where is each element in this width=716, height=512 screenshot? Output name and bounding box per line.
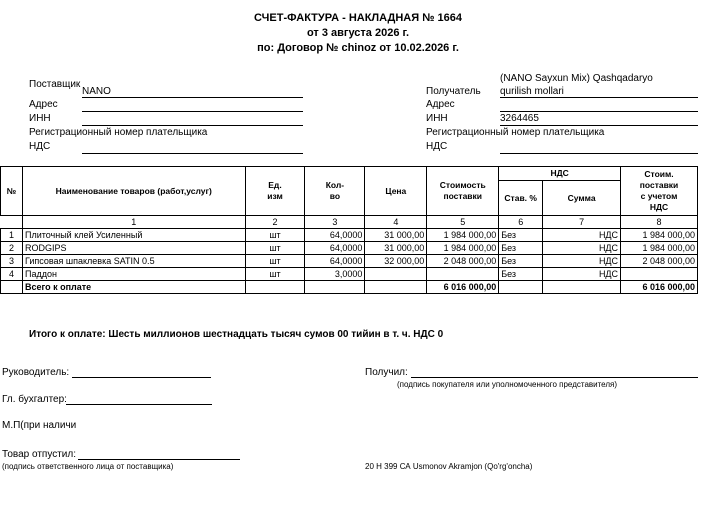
col-number: 2 xyxy=(245,216,305,229)
cell-qty: 64,0000 xyxy=(305,229,365,242)
total-label: Всего к оплате xyxy=(22,281,245,294)
cell-qty: 64,0000 xyxy=(305,255,365,268)
col-header-no: № xyxy=(1,167,23,216)
director-signature-line xyxy=(72,377,211,378)
table-row xyxy=(1,268,698,281)
cell-price: 31 000,00 xyxy=(365,242,427,255)
supplier-address-line xyxy=(82,111,303,112)
total-with-vat: 6 016 000,00 xyxy=(621,281,698,294)
supplier-vat-line xyxy=(82,153,303,154)
recipient-label: Получатель xyxy=(426,86,481,97)
cell-qty: 64,0000 xyxy=(305,242,365,255)
cell-total: 1 984 000,00 xyxy=(621,242,698,255)
table-row xyxy=(1,229,698,242)
col-number: 4 xyxy=(365,216,427,229)
cell-cost: 2 048 000,00 xyxy=(427,255,499,268)
cell-no: 1 xyxy=(1,229,23,242)
col-header-price: Цена xyxy=(365,167,427,216)
col-number: 1 xyxy=(22,216,245,229)
document-reference: 20 H 399 СА Usmonov Akramjon (Qo'rg'oncha) xyxy=(365,462,533,471)
cell-cost: 1 984 000,00 xyxy=(427,242,499,255)
recipient-vat-line xyxy=(500,153,698,154)
recipient-value-line2: qurilish mollari xyxy=(500,86,564,97)
total-no-cell xyxy=(1,281,23,294)
col-number: 8 xyxy=(621,216,698,229)
cell-name: Гипсовая шпаклевка SATIN 0.5 xyxy=(22,255,245,268)
col-header-vat-rate: Став. % xyxy=(499,181,543,216)
table-row xyxy=(1,255,698,268)
stamp-label: М.П(при наличи xyxy=(2,420,77,431)
recipient-inn-line xyxy=(500,125,698,126)
received-note: (подпись покупателя или уполномоченного представителя) xyxy=(397,380,618,389)
cell-no: 3 xyxy=(1,255,23,268)
cell-vat-sum: НДС xyxy=(543,242,621,255)
supplier-inn-label: ИНН xyxy=(29,113,51,124)
cell-vat-rate: Без xyxy=(499,229,543,242)
total-empty-cell xyxy=(543,281,621,294)
col-number: 3 xyxy=(305,216,365,229)
cell-vat-rate: Без xyxy=(499,255,543,268)
cell-no: 4 xyxy=(1,268,23,281)
invoice-table xyxy=(0,166,698,294)
recipient-value-line1: (NANO Sayxun Mix) Qashqadaryo xyxy=(500,73,653,84)
released-label: Товар отпустил: xyxy=(2,449,76,460)
released-signature-line xyxy=(78,459,240,460)
total-empty-cell xyxy=(499,281,543,294)
col-header-total: Стоим. поставки с учетом НДС xyxy=(621,167,698,216)
table-row xyxy=(1,242,698,255)
cell-vat-rate: Без xyxy=(499,268,543,281)
invoice-date: от 3 августа 2026 г. xyxy=(306,27,410,39)
cell-vat-sum: НДС xyxy=(543,268,621,281)
col-header-cost: Стоимость поставки xyxy=(427,167,499,216)
col-header-vat: НДС xyxy=(499,167,621,181)
recipient-address-label: Адрес xyxy=(426,99,455,110)
recipient-line xyxy=(500,97,698,98)
payment-summary: Итого к оплате: Шесть миллионов шестнадцать тысяч сумов 00 тийин в т. ч. НДС 0 xyxy=(29,329,444,340)
col-number: 6 xyxy=(499,216,543,229)
supplier-label: Поставщик xyxy=(29,79,81,90)
released-note: (подпись ответственного лица от поставщика) xyxy=(2,462,174,471)
total-cost: 6 016 000,00 xyxy=(427,281,499,294)
table-total-row xyxy=(1,281,698,294)
accountant-label: Гл. бухгалтер: xyxy=(2,394,67,405)
col-number: 5 xyxy=(427,216,499,229)
recipient-inn-label: ИНН xyxy=(426,113,448,124)
cell-unit: шт xyxy=(245,242,305,255)
cell-name: Паддон xyxy=(22,268,245,281)
total-empty-cell xyxy=(365,281,427,294)
cell-unit: шт xyxy=(245,268,305,281)
cell-total: 1 984 000,00 xyxy=(621,229,698,242)
cell-vat-rate: Без xyxy=(499,242,543,255)
col-header-qty: Кол- во xyxy=(305,167,365,216)
cell-vat-sum: НДС xyxy=(543,229,621,242)
col-header-name: Наименование товаров (работ,услуг) xyxy=(22,167,245,216)
supplier-vat-label: НДС xyxy=(29,141,51,152)
invoice-title: СЧЕТ-ФАКТУРА - НАКЛАДНАЯ № 1664 xyxy=(254,12,462,24)
recipient-inn-value: 3264465 xyxy=(500,113,539,124)
supplier-address-label: Адрес xyxy=(29,99,58,110)
invoice-contract: по: Договор № chinoz от 10.02.2026 г. xyxy=(257,42,459,54)
cell-cost: 1 984 000,00 xyxy=(427,229,499,242)
table-header-row xyxy=(1,167,698,181)
col-header-unit: Ед. изм xyxy=(245,167,305,216)
cell-qty: 3,0000 xyxy=(305,268,365,281)
cell-price xyxy=(365,268,427,281)
cell-total xyxy=(621,268,698,281)
cell-price: 31 000,00 xyxy=(365,229,427,242)
total-empty-cell xyxy=(245,281,305,294)
received-signature-line xyxy=(411,377,698,378)
cell-price: 32 000,00 xyxy=(365,255,427,268)
cell-cost xyxy=(427,268,499,281)
cell-unit: шт xyxy=(245,229,305,242)
cell-unit: шт xyxy=(245,255,305,268)
cell-name: Плиточный клей Усиленный xyxy=(22,229,245,242)
recipient-address-line xyxy=(500,111,698,112)
recipient-reg-label: Регистрационный номер плательщика xyxy=(426,127,605,138)
total-empty-cell xyxy=(305,281,365,294)
cell-name: RODGIPS xyxy=(22,242,245,255)
accountant-signature-line xyxy=(66,404,212,405)
director-label: Руководитель: xyxy=(2,367,70,378)
column-number-row xyxy=(1,216,698,229)
supplier-reg-label: Регистрационный номер плательщика xyxy=(29,127,208,138)
cell-no: 2 xyxy=(1,242,23,255)
recipient-vat-label: НДС xyxy=(426,141,448,152)
received-label: Получил: xyxy=(365,367,408,378)
col-number: 7 xyxy=(543,216,621,229)
supplier-value: NANO xyxy=(82,86,111,97)
cell-total: 2 048 000,00 xyxy=(621,255,698,268)
col-header-vat-sum: Сумма xyxy=(543,181,621,216)
supplier-line xyxy=(82,97,303,98)
col-number xyxy=(1,216,23,229)
cell-vat-sum: НДС xyxy=(543,255,621,268)
supplier-inn-line xyxy=(82,125,303,126)
